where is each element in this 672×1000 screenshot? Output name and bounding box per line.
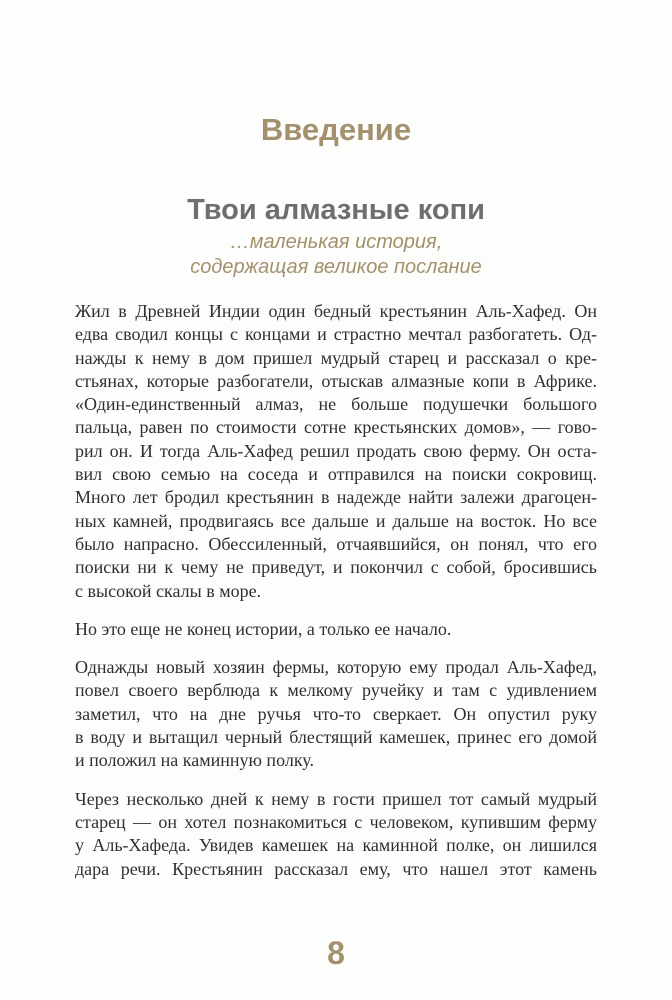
text-line: стьянах, которые разбогатели, отыскав алмазные копи в Африке. (75, 370, 597, 391)
text-line: в воду и вытащил черный блестящий камешек, принес его домой (75, 727, 597, 748)
text-line: и положил на каминную полку. (75, 750, 315, 771)
text-line: дара речи. Крестьянин рассказал ему, что нашел этот камень (75, 858, 597, 879)
text-line: рил он. И тогда Аль-Хафед решил продать свою ферму. Он оста- (75, 440, 597, 461)
text-line: ных камней, продвигаясь все дальше и дальше на восток. Но все (75, 510, 597, 531)
text-line: едва сводил концы с концами и страстно мечтал разбогатеть. Од- (75, 324, 597, 345)
paragraph (75, 300, 597, 603)
body-text (75, 300, 597, 896)
text-line: заметил, что на дне ручья что-то сверкает. Он опустил руку (75, 703, 597, 724)
text-line: «Один-единственный алмаз, не больше подушечки большого (75, 394, 597, 415)
paragraph (75, 656, 597, 772)
paragraph (75, 618, 597, 641)
text-line: поиски ни к чему не приведут, и покончил с собой, бросившись (75, 557, 597, 578)
text-line: было напрасно. Обессиленный, отчаявшийся, он понял, что его (75, 533, 597, 554)
chapter-title: Твои алмазные копи (187, 194, 485, 226)
text-line: у Аль-Хафеда. Увидев камешек на каминной полке, он лишился (75, 835, 597, 856)
text-line: Много лет бродил крестьянин в надежде найти залежи драгоцен- (75, 487, 597, 508)
text-line: Однажды новый хозяин фермы, которую ему продал Аль-Хафед, (75, 657, 597, 678)
text-line: нажды к нему в дом пришел мудрый старец и рассказал о кре- (75, 347, 597, 368)
text-line: Через несколько дней к нему в гости пришел тот самый мудрый (75, 788, 597, 809)
text-line: Жил в Древней Индии один бедный крестьянин Аль-Хафед. Он (75, 301, 597, 321)
section-title: Введение (260, 112, 412, 147)
epigraph-line: содержащая великое послание (190, 256, 482, 278)
paragraph (75, 788, 597, 881)
epigraph (0, 230, 672, 280)
page-number: 8 (327, 935, 345, 971)
text-line: старец — он хотел познакомиться с человеком, купившим ферму (75, 811, 597, 832)
text-line: пальца, равен по стоимости сотне крестьянских домов», — гово- (75, 417, 597, 438)
text-line: вил свою семью на соседа и отправился на поиски сокровищ. (75, 464, 597, 485)
epigraph-line: …маленькая история, (229, 231, 443, 253)
text-line: с высокой скалы в море. (75, 580, 262, 601)
text-line: Но это еще не конец истории, а только ее начало. (75, 618, 452, 639)
text-line: повел своего верблюда к мелкому ручейку и там с удивлением (75, 680, 597, 701)
